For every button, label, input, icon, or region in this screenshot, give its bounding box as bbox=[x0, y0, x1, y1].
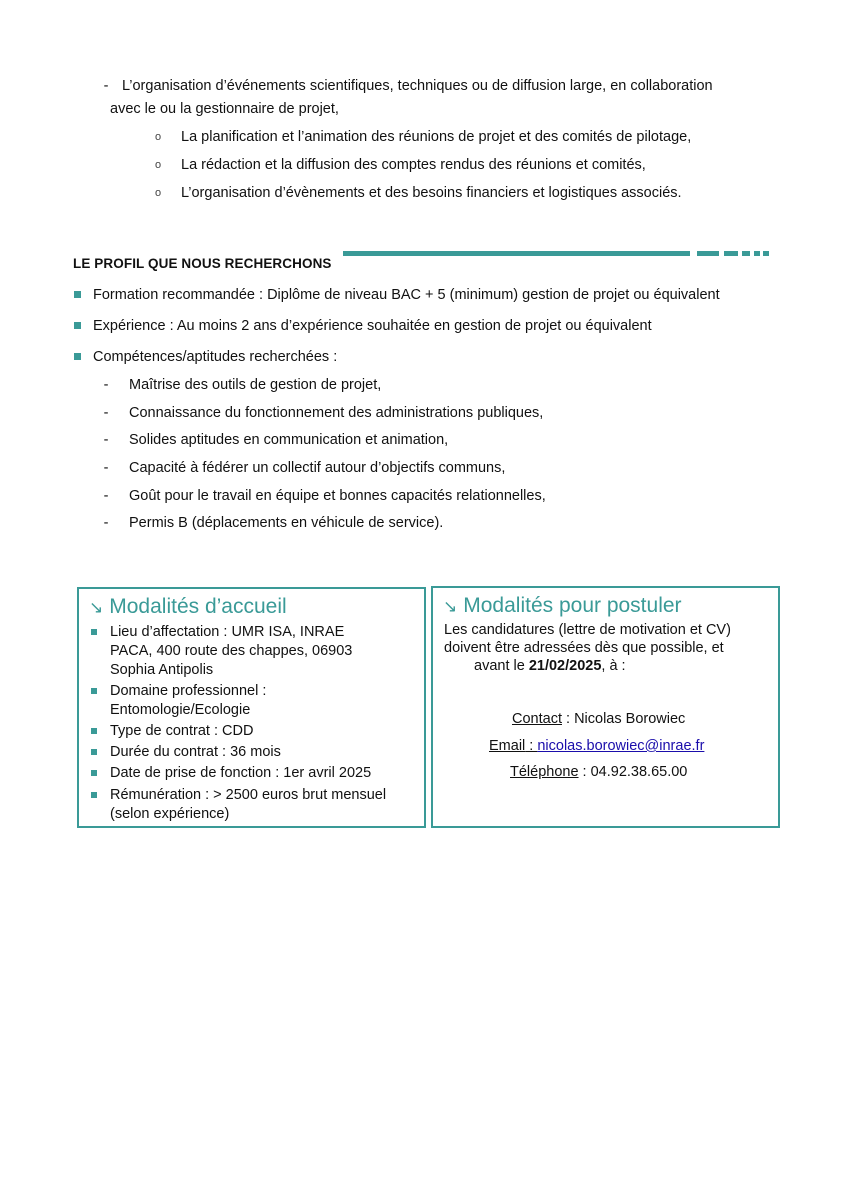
postuler-title-text: Modalités pour postuler bbox=[463, 594, 682, 617]
square-bullet-icon bbox=[74, 353, 81, 360]
dash-bullet: - bbox=[103, 432, 109, 448]
dash-bullet: - bbox=[103, 488, 109, 504]
accueil-item-line: Rémunération : > 2500 euros brut mensuel bbox=[110, 787, 387, 803]
deadline-prefix: avant le bbox=[474, 658, 529, 674]
dash-bullet: - bbox=[103, 405, 109, 421]
postuler-box bbox=[431, 586, 780, 828]
title-rule-dash bbox=[742, 251, 750, 256]
accueil-item-line: Type de contrat : CDD bbox=[110, 723, 254, 739]
accueil-item-line: Domaine professionnel : bbox=[110, 683, 267, 699]
title-rule-dash bbox=[724, 251, 738, 256]
postuler-title bbox=[443, 594, 682, 618]
title-rule-dash bbox=[697, 251, 719, 256]
section-title: LE PROFIL QUE NOUS RECHERCHONS bbox=[73, 256, 332, 271]
square-bullet-icon bbox=[91, 629, 97, 635]
phone-line bbox=[510, 764, 687, 780]
intro-sub-item: La planification et l’animation des réunions de projet et des comités de pilotage, bbox=[181, 129, 692, 145]
postuler-text-line bbox=[474, 658, 626, 674]
contact-value: : Nicolas Borowiec bbox=[561, 711, 686, 727]
title-rule-dash bbox=[754, 251, 760, 256]
skill-item: Capacité à fédérer un collectif autour d’objectifs communs, bbox=[129, 460, 506, 476]
skill-item: Goût pour le travail en équipe et bonnes capacités relationnelles, bbox=[129, 488, 546, 504]
email-link[interactable]: nicolas.borowiec@inrae.fr bbox=[537, 738, 705, 754]
postuler-text-line: doivent être adressées dès que possible, et bbox=[444, 640, 724, 656]
phone-value: : 04.92.38.65.00 bbox=[578, 764, 688, 780]
profile-item: Formation recommandée : Diplôme de niveau BAC + 5 (minimum) gestion de projet ou équivalent bbox=[93, 287, 720, 303]
circle-bullet-icon: o bbox=[155, 131, 162, 143]
circle-bullet-icon: o bbox=[155, 187, 162, 199]
accueil-title-text: Modalités d’accueil bbox=[109, 595, 287, 618]
arrow-down-right-icon: ↘ bbox=[443, 597, 458, 616]
profile-item: Compétences/aptitudes recherchées : bbox=[93, 349, 338, 365]
postuler-text-line: Les candidatures (lettre de motivation et CV) bbox=[444, 622, 731, 638]
intro-sub-item: La rédaction et la diffusion des comptes rendus des réunions et comités, bbox=[181, 157, 646, 173]
square-bullet-icon bbox=[74, 322, 81, 329]
dash-bullet: - bbox=[103, 377, 109, 393]
email-line bbox=[489, 738, 704, 754]
square-bullet-icon bbox=[91, 749, 97, 755]
skill-item: Solides aptitudes en communication et animation, bbox=[129, 432, 449, 448]
square-bullet-icon bbox=[74, 291, 81, 298]
title-rule-dash bbox=[763, 251, 769, 256]
accueil-item-line: Durée du contrat : 36 mois bbox=[110, 744, 281, 760]
square-bullet-icon bbox=[91, 728, 97, 734]
intro-item-line2: avec le ou la gestionnaire de projet, bbox=[110, 101, 339, 117]
title-rule bbox=[343, 251, 690, 256]
accueil-item-line: Lieu d’affectation : UMR ISA, INRAE bbox=[110, 624, 345, 640]
deadline-date: 21/02/2025 bbox=[528, 658, 602, 674]
square-bullet-icon bbox=[91, 688, 97, 694]
deadline-suffix: , à : bbox=[601, 658, 626, 674]
square-bullet-icon bbox=[91, 770, 97, 776]
arrow-down-right-icon: ↘ bbox=[89, 598, 104, 617]
dash-bullet: - bbox=[103, 460, 109, 476]
profile-item: Expérience : Au moins 2 ans d’expérience souhaitée en gestion de projet ou équivalent bbox=[93, 318, 652, 334]
accueil-title bbox=[89, 595, 287, 619]
accueil-item-line: PACA, 400 route des chappes, 06903 bbox=[110, 643, 353, 659]
dash-bullet: - bbox=[103, 515, 109, 531]
intro-item-line1: L’organisation d’événements scientifiques, techniques ou de diffusion large, en collaboration bbox=[122, 78, 713, 94]
accueil-item-line: Date de prise de fonction : 1er avril 2025 bbox=[110, 765, 372, 781]
circle-bullet-icon: o bbox=[155, 159, 162, 171]
skill-item: Connaissance du fonctionnement des administrations publiques, bbox=[129, 405, 544, 421]
email-sep: : bbox=[525, 738, 538, 754]
skill-item: Maîtrise des outils de gestion de projet, bbox=[129, 377, 382, 393]
accueil-item-line: Sophia Antipolis bbox=[110, 662, 214, 678]
phone-label: Téléphone bbox=[510, 764, 579, 780]
contact-line bbox=[512, 711, 685, 727]
skill-item: Permis B (déplacements en véhicule de service). bbox=[129, 515, 444, 531]
square-bullet-icon bbox=[91, 792, 97, 798]
accueil-box bbox=[77, 587, 426, 828]
contact-label: Contact bbox=[512, 711, 562, 727]
intro-sub-item: L’organisation d’évènements et des besoins financiers et logistiques associés. bbox=[181, 185, 682, 201]
accueil-item-line: Entomologie/Ecologie bbox=[110, 702, 251, 718]
dash-bullet: - bbox=[103, 78, 109, 94]
email-label: Email bbox=[489, 738, 526, 754]
accueil-item-line: (selon expérience) bbox=[110, 806, 230, 822]
